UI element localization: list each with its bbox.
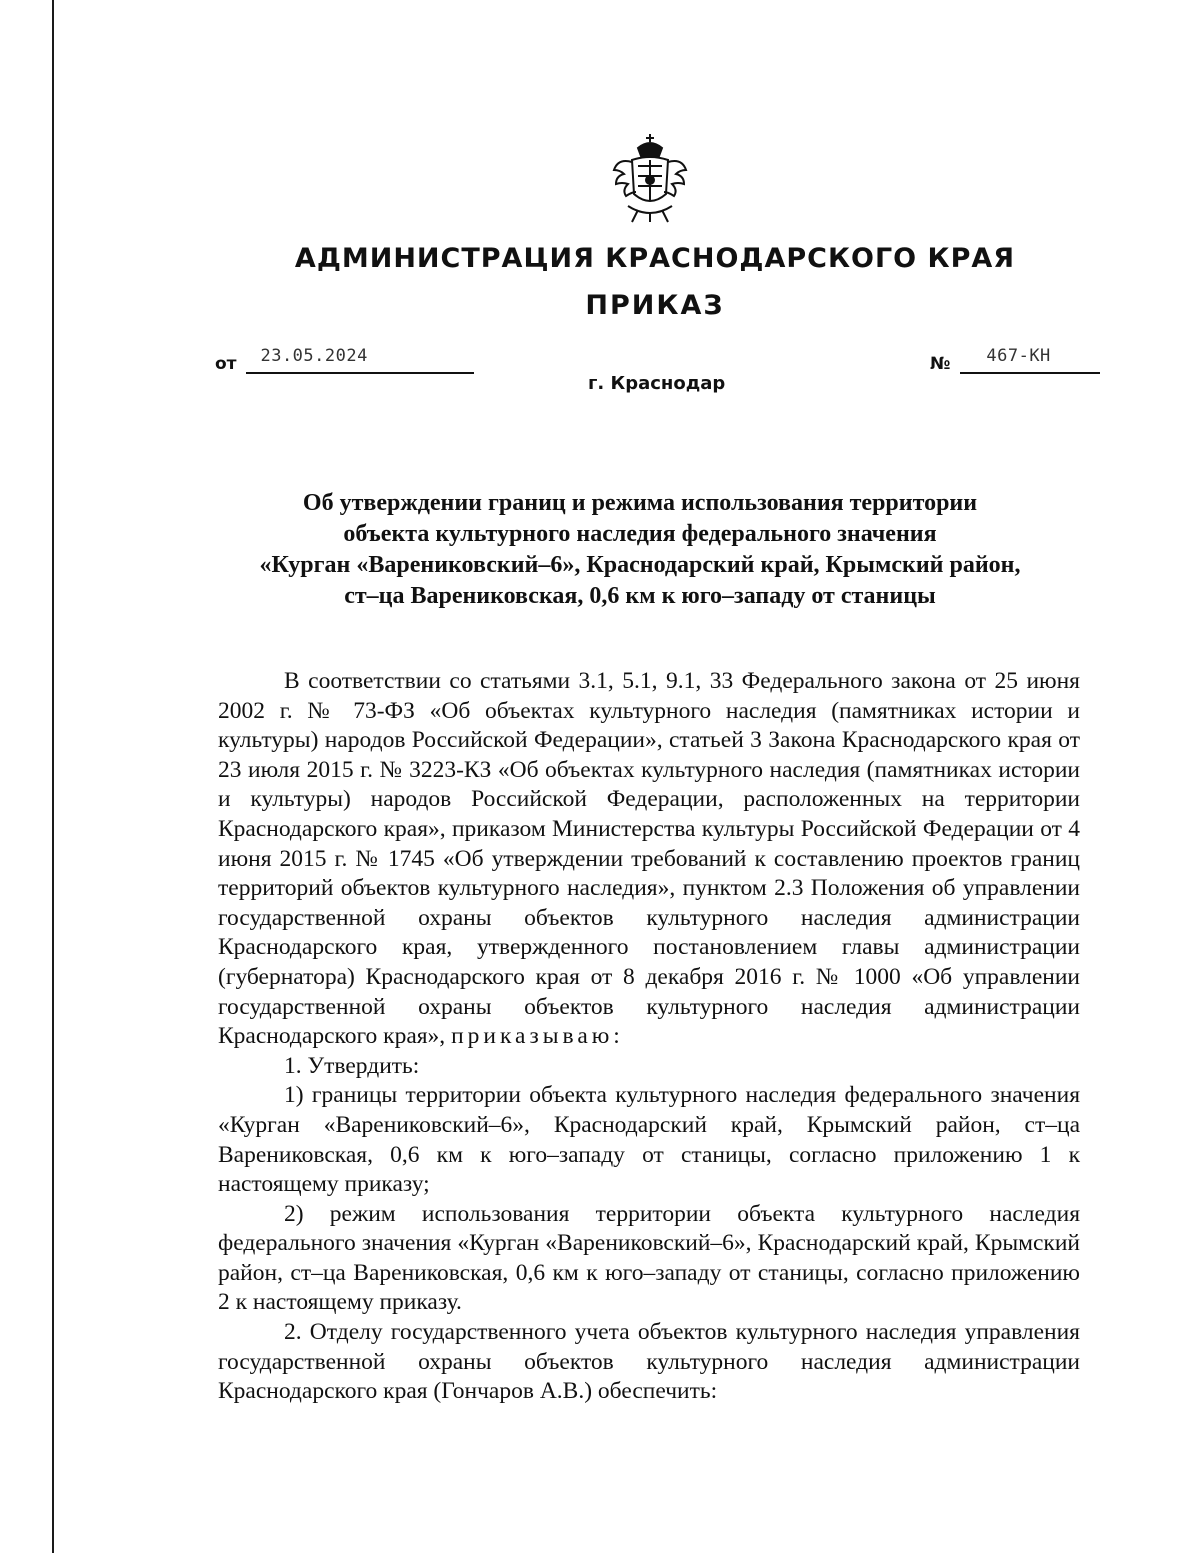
- document-type: ПРИКАЗ: [585, 290, 725, 321]
- number-field: [930, 346, 1100, 374]
- number-prefix: №: [930, 354, 951, 374]
- paragraph-item-2: 2. Отделу государственного учета объектов культурного наследия управления государственной охраны объектов культурного наследия администрации Краснодарского края (Гончаров А.В.) обеспечить:: [218, 1319, 1080, 1405]
- number-value: 467-КН: [986, 346, 1051, 366]
- date-field: [215, 346, 474, 374]
- coat-of-arms-icon: [608, 130, 692, 226]
- paragraph-item-1: 1. Утвердить:: [284, 1052, 420, 1079]
- command-word: приказываю:: [451, 1023, 624, 1050]
- title-line: Об утверждении границ и режима использования территории: [302, 490, 978, 516]
- organization-name: АДМИНИСТРАЦИЯ КРАСНОДАРСКОГО КРАЯ: [294, 243, 1016, 274]
- page-left-edge: [52, 0, 54, 1553]
- date-line: [246, 346, 474, 374]
- title-line: ст–ца Варениковская, 0,6 км к юго–западу от станицы: [344, 583, 936, 609]
- number-line: [960, 346, 1100, 374]
- paragraph-item-1-2: 2) режим использования территории объекта культурного наследия федерального значения «Курган «Варениковский–6», Краснодарский край, Крымский район, ст–ца Варениковская, 0,6 км к юго–западу от станицы, согласно приложению 2 к настоящему приказу.: [218, 1200, 1080, 1316]
- title-line: «Курган «Варениковский–6», Краснодарский край, Крымский район,: [259, 552, 1021, 578]
- date-prefix: от: [215, 354, 237, 374]
- paragraph-preamble: [218, 667, 1080, 1052]
- city: г. Краснодар: [588, 373, 726, 394]
- document-title: [200, 488, 1080, 612]
- title-line: объекта культурного наследия федерального значения: [343, 521, 937, 547]
- date-value: 23.05.2024: [260, 346, 368, 366]
- document-body: [218, 667, 1080, 1407]
- preamble-text: В соответствии со статьями 3.1, 5.1, 9.1, 33 Федерального закона от 25 июня 2002 г. № 73-ФЗ «Об объектах культурного наследия (памятниках истории и культуры) народов Российской Федерации», статьей 3 Закона Краснодарского края от 23 июля 2015 г. № 3223-КЗ «Об объектах культурного наследия (памятниках истории и культуры) народов Российской Федерации, расположенных на территории Краснодарского края», приказом Министерства культуры Российской Федерации от 4 июня 2015 г. № 1745 «Об утверждении требований к составлению проектов границ территорий объектов культурного наследия», пунктом 2.3 Положения об управлении государственной охраны объектов культурного наследия администрации Краснодарского края, утвержденного постановлением главы администрации (губернатора) Краснодарского края от 8 декабря 2016 г. № 1000 «Об управлении государственной охраны объектов культурного наследия администрации Краснодарского края»,: [218, 668, 1080, 1050]
- paragraph-item-1-1: 1) границы территории объекта культурного наследия федерального значения «Курган «Варениковский–6», Краснодарский край, Крымский район, ст–ца Варениковская, 0,6 км к юго–западу от станицы, согласно приложению 1 к настоящему приказу;: [218, 1082, 1080, 1198]
